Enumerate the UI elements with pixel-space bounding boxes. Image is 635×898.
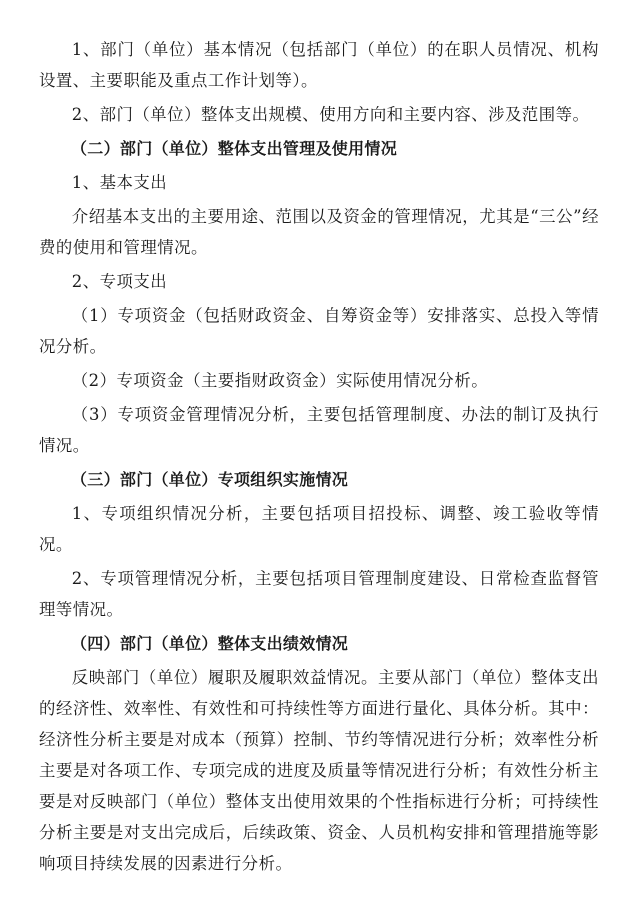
paragraph-basic-situation: 1、部门（单位）基本情况（包括部门（单位）的在职人员情况、机构设置、主要职能及重点工作计划等）。 [39,40,599,90]
document-page [39,34,599,882]
subheading-special-expenditure: 2、专项支出 [71,272,168,291]
paragraph-expenditure-scale: 2、部门（单位）整体支出规模、使用方向和主要内容、涉及范围等。 [71,105,590,124]
heading-performance: （四）部门（单位）整体支出绩效情况 [71,634,349,653]
paragraph-special-fund-management: （3）专项资金管理情况分析，主要包括管理制度、办法的制订及执行情况。 [39,405,599,455]
heading-expenditure-management: （二）部门（单位）整体支出管理及使用情况 [71,139,398,158]
paragraph-organization-analysis: 1、专项组织情况分析，主要包括项目招投标、调整、竣工验收等情况。 [39,504,599,554]
paragraph-special-fund-arrangement: （1）专项资金（包括财政资金、自筹资金等）安排落实、总投入等情况分析。 [39,306,599,356]
paragraph-basic-expenditure: 介绍基本支出的主要用途、范围以及资金的管理情况，尤其是“三公”经费的使用和管理情况。 [39,207,599,257]
paragraph-special-fund-usage: （2）专项资金（主要指财政资金）实际使用情况分析。 [71,371,489,390]
subheading-basic-expenditure: 1、基本支出 [71,173,168,192]
paragraph-performance: 反映部门（单位）履职及履职效益情况。主要从部门（单位）整体支出的经济性、效率性、有效性和可持续性等方面进行量化、具体分析。其中：经济性分析主要是对成本（预算）控制、节约等情况进行分析；效率性分析主要是对各项工作、专项完成的进度及质量等情况进行分析；有效性分析主要是对反映部门（单位）整体支出使用效果的个性指标进行分析；可持续性分析主要是对支出完成后，后续政策、资金、人员机构安排和管理措施等影响项目持续发展的因素进行分析。 [39,668,599,873]
paragraph-management-analysis: 2、专项管理情况分析，主要包括项目管理制度建设、日常检查监督管理等情况。 [39,569,599,619]
heading-special-organization: （三）部门（单位）专项组织实施情况 [71,470,349,489]
